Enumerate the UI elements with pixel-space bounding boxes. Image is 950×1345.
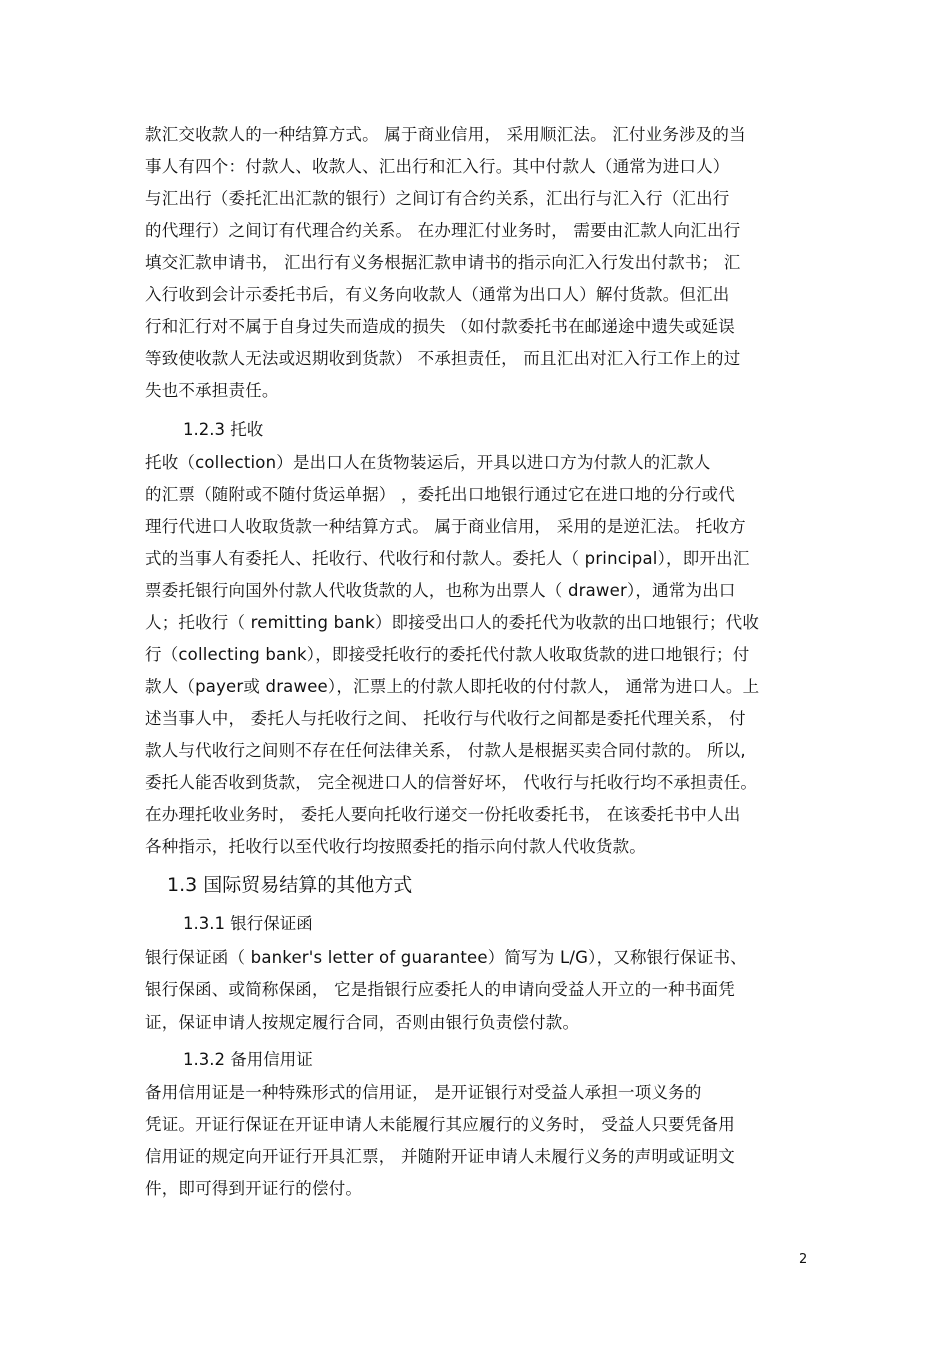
text-line: 委托人能否收到货款， 完全视进口人的信誉好坏， 代收行与托收行均不承担责任。 (145, 773, 758, 792)
text-line: 信用证的规定向开证行开具汇票， 并随附开证申请人未履行义务的声明或证明文 (145, 1147, 735, 1166)
text-line: 人；托收行（ remitting bank）即接受出口人的委托代为收款的出口地银行；代收 (145, 613, 760, 632)
text-line: 与汇出行（委托汇出汇款的银行）之间订有合约关系，汇出行与汇入行（汇出行 (145, 189, 730, 208)
text-line: 在办理托收业务时， 委托人要向托收行递交一份托收委托书， 在该委托书中人出 (145, 805, 741, 824)
text-line: 述当事人中， 委托人与托收行之间、 托收行与代收行之间都是委托代理关系， 付 (145, 709, 746, 728)
text-line: 件，即可得到开证行的偿付。 (145, 1179, 363, 1198)
text-line: 银行保证函（ banker's letter of guarantee）简写为 L/G），又称银行保证书、 (145, 948, 747, 967)
text-line: 行（collecting bank），即接受托收行的委托代付款人收取货款的进口地银行；付 (145, 645, 750, 664)
text-line: 凭证。开证行保证在开证申请人未能履行其应履行的义务时， 受益人只要凭备用 (145, 1115, 735, 1134)
text-line: 备用信用证是一种特殊形式的信用证， 是开证银行对受益人承担一项义务的 (145, 1083, 702, 1102)
text-line: 的汇票（随附或不随付货运单据） ，委托出口地银行通过它在进口地的分行或代 (145, 485, 735, 504)
text-line: 银行保函、或简称保函， 它是指银行应委托人的申请向受益人开立的一种书面凭 (145, 980, 735, 999)
text-line: 票委托银行向国外付款人代收货款的人，也称为出票人（ drawer），通常为出口 (145, 581, 736, 600)
text-line: 失也不承担责任。 (145, 381, 279, 400)
text-line: 证，保证申请人按规定履行合同，否则由银行负责偿付款。 (145, 1013, 580, 1032)
section-heading-other-methods: 1.3 国际贸易结算的其他方式 (167, 874, 413, 896)
text-line: 托收（collection）是出口人在货物装运后，开具以进口方为付款人的汇款人 (145, 453, 711, 472)
text-line: 款汇交收款人的一种结算方式。 属于商业信用， 采用顺汇法。 汇付业务涉及的当 (145, 125, 746, 144)
text-line: 款人（payer或 drawee），汇票上的付款人即托收的付付款人， 通常为进口人。上 (145, 677, 760, 696)
section-heading-standby-lc: 1.3.2 备用信用证 (183, 1050, 313, 1069)
text-line: 理行代进口人收取货款一种结算方式。 属于商业信用， 采用的是逆汇法。 托收方 (145, 517, 746, 536)
text-line: 行和汇行对不属于自身过失而造成的损失 （如付款委托书在邮递途中遗失或延误 (145, 317, 735, 336)
text-line: 填交汇款申请书， 汇出行有义务根据汇款申请书的指示向汇入行发出付款书； 汇 (145, 253, 741, 272)
section-heading-collection: 1.2.3 托收 (183, 420, 264, 439)
text-line: 的代理行）之间订有代理合约关系。 在办理汇付业务时， 需要由汇款人向汇出行 (145, 221, 741, 240)
page-number: 2 (799, 1252, 808, 1267)
text-line: 各种指示，托收行以至代收行均按照委托的指示向付款人代收货款。 (145, 837, 646, 856)
text-line: 等致使收款人无法或迟期收到货款） 不承担责任， 而且汇出对汇入行工作上的过 (145, 349, 741, 368)
text-line: 入行收到会计示委托书后，有义务向收款人（通常为出口人）解付货款。但汇出 (145, 285, 730, 304)
text-line: 事人有四个：付款人、收款人、汇出行和汇入行。其中付款人（通常为进口人） (145, 157, 730, 176)
section-heading-bank-guarantee: 1.3.1 银行保证函 (183, 914, 313, 933)
text-line: 式的当事人有委托人、托收行、代收行和付款人。委托人（ principal），即开出汇 (145, 549, 750, 568)
text-line: 款人与代收行之间则不存在任何法律关系， 付款人是根据买卖合同付款的。 所以, (145, 741, 746, 760)
